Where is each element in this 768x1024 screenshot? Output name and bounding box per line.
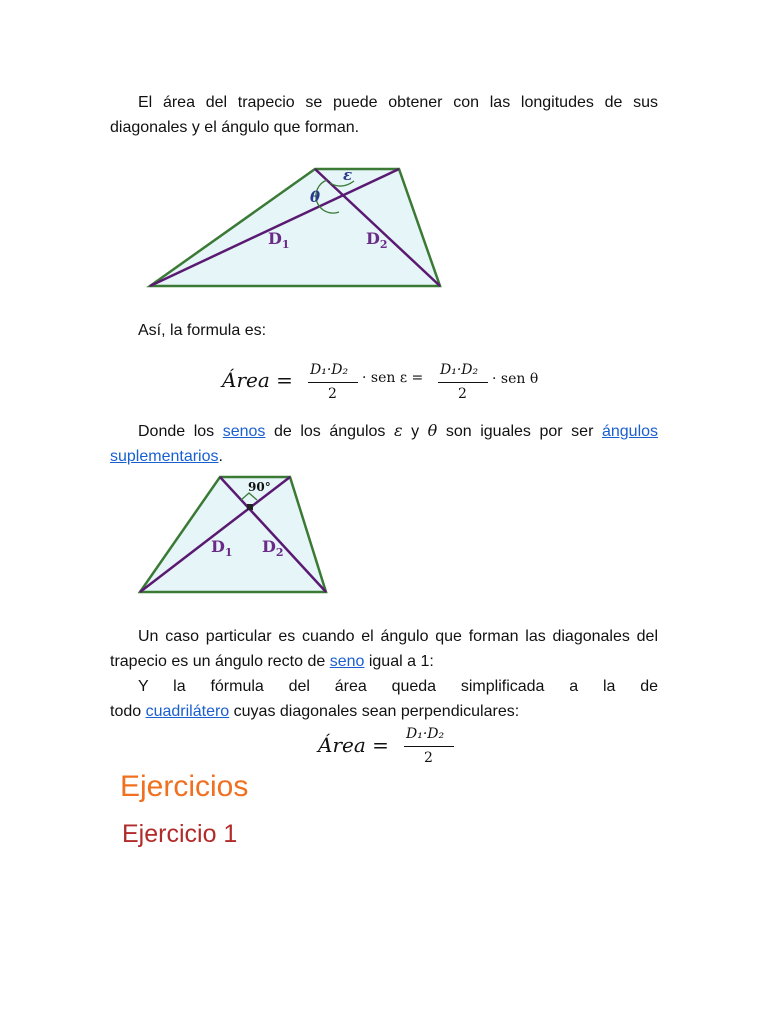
ejercicio-1-heading: Ejercicio 1 <box>122 820 238 848</box>
d1-label-2: $D_1$ <box>211 537 233 559</box>
epsilon-label: ε <box>343 166 353 184</box>
simplified-formula-line2: todo cuadrilátero cuyas diagonales sean perpendiculares: <box>110 703 520 720</box>
ejercicios-heading: Ejercicios <box>120 770 249 803</box>
trapezoid-perpendicular-figure <box>135 470 335 600</box>
trapezoid-diagonals-figure <box>140 160 460 300</box>
theta-label: θ <box>310 188 321 206</box>
theta-symbol: θ <box>427 421 438 440</box>
trapezoid-shape-2 <box>140 477 326 592</box>
area-formula-perpendicular <box>318 726 458 772</box>
formula-denominator-a: 2 <box>328 386 337 402</box>
simplified-formula-line1: Y la fórmula del área queda simplificada a la de <box>138 678 658 695</box>
angulos-suplementarios-link[interactable]: ángulos suplementarios <box>110 423 659 465</box>
formula2-numerator: D₁·D₂ <box>406 726 445 742</box>
formula2-denominator: 2 <box>424 750 433 766</box>
cuadrilatero-link[interactable]: cuadrilátero <box>145 703 230 720</box>
formula-lhs: Área = <box>222 368 293 392</box>
fraction-bar-a <box>308 382 358 383</box>
seno-link[interactable]: seno <box>329 653 365 670</box>
formula-middle: · sen ε = <box>362 370 424 386</box>
intro-paragraph: El área del trapecio se puede obtener con las longitudes de sus diagonales y el ángulo que forman. <box>110 94 658 136</box>
senos-link[interactable]: senos <box>222 423 266 440</box>
d2-label: $D_2$ <box>366 229 388 251</box>
formula2-lhs: Área = <box>318 733 389 757</box>
sines-paragraph: Donde los senos de los ángulos ε y θ son iguales por ser ángulos suplementarios. <box>110 421 659 465</box>
epsilon-symbol: ε <box>393 421 403 440</box>
intersection-point <box>247 504 253 510</box>
fraction-bar-2 <box>404 746 454 747</box>
formula-numerator-a: D₁·D₂ <box>310 362 349 378</box>
ninety-degree-label: 90° <box>248 480 271 494</box>
d1-label: $D_1$ <box>268 229 290 251</box>
area-formula-sine <box>222 362 552 408</box>
d2-label-2: $D_2$ <box>262 537 284 559</box>
formula-denominator-b: 2 <box>458 386 467 402</box>
trapezoid-shape <box>150 169 440 286</box>
formula-numerator-b: D₁·D₂ <box>440 362 479 378</box>
right-angle-paragraph: Un caso particular es cuando el ángulo que forman las diagonales del trapecio es un ángulo recto de seno igual a 1: <box>110 628 658 670</box>
fraction-bar-b <box>438 382 488 383</box>
formula-end: · sen θ <box>492 371 539 387</box>
formula-intro-paragraph: Así, la formula es: <box>138 322 267 339</box>
